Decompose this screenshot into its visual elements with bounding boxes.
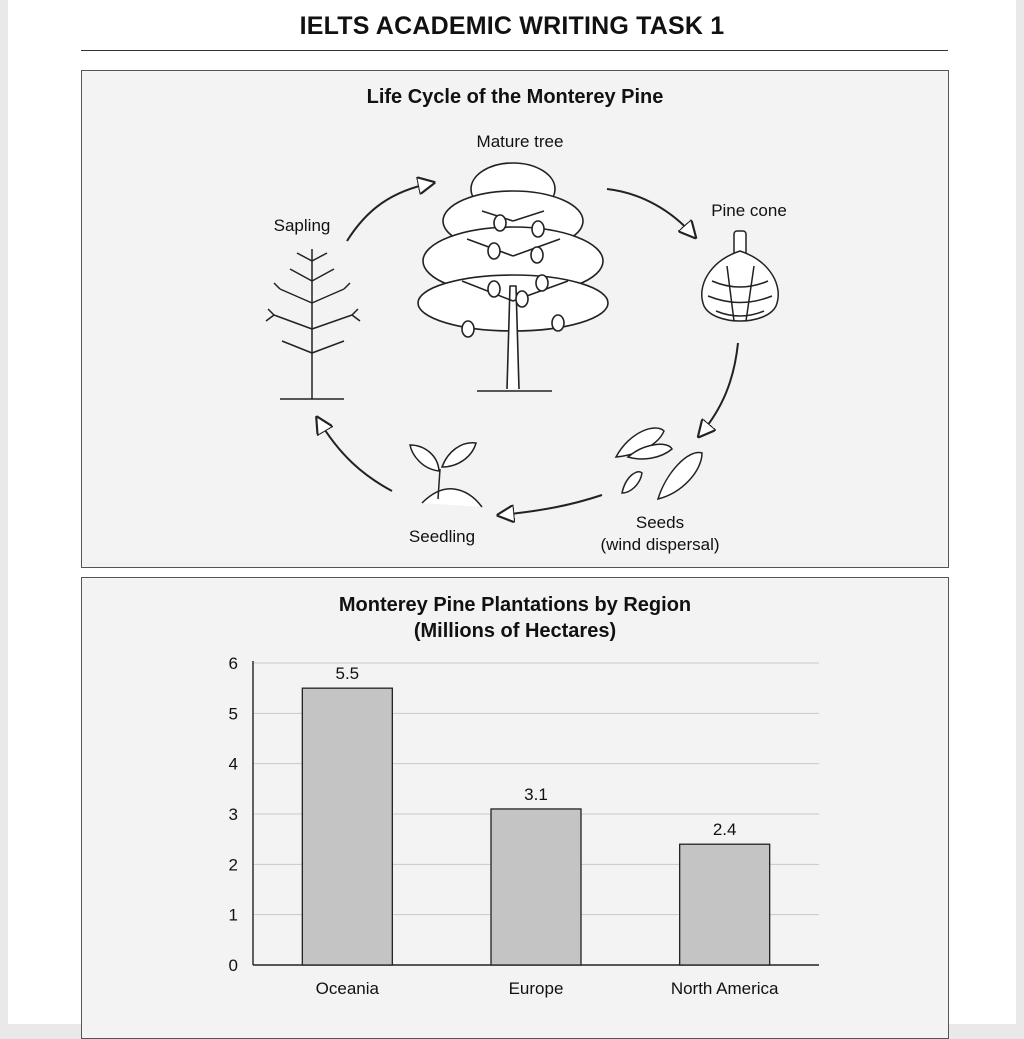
- label-pine-cone: Pine cone: [711, 201, 787, 220]
- y-tick-label: 3: [228, 805, 238, 824]
- y-tick-label: 1: [228, 905, 238, 925]
- chart-panel: [81, 577, 949, 1039]
- x-tick-label: North America: [670, 979, 779, 998]
- diagram-title: Life Cycle of the Monterey Pine: [366, 86, 664, 108]
- life-cycle-illustration: [82, 71, 948, 567]
- data-label: 2.4: [712, 820, 737, 840]
- label-seeds: Seeds: [635, 513, 685, 532]
- bar-oceania: [302, 688, 392, 965]
- chart-title-line2: (Millions of Hectares): [413, 620, 617, 642]
- mature-tree-icon: [418, 163, 608, 391]
- data-label: 5.5: [335, 664, 360, 684]
- title-divider: [81, 50, 948, 51]
- label-seeds-note: (wind dispersal): [600, 535, 720, 554]
- chart-title-line1: Monterey Pine Plantations by Region: [338, 594, 692, 616]
- data-label: 3.1: [524, 784, 548, 804]
- sapling-icon: [266, 249, 360, 399]
- life-cycle-panel: [81, 70, 949, 568]
- bar-europe: [491, 809, 581, 965]
- x-tick-label: Oceania: [315, 979, 379, 998]
- page-title: IELTS ACADEMIC WRITING TASK 1: [299, 12, 725, 40]
- label-mature-tree: Mature tree: [476, 132, 564, 151]
- bar-north-america: [680, 844, 770, 965]
- x-tick-label: Europe: [508, 979, 564, 998]
- y-tick-label: 4: [228, 754, 238, 774]
- pine-cone-icon: [702, 231, 778, 321]
- y-tick-label: 2: [228, 855, 238, 875]
- label-sapling: Sapling: [273, 216, 331, 235]
- bar-chart: [82, 578, 948, 1038]
- seeds-icon: [616, 428, 702, 499]
- y-tick-label: 5: [228, 704, 238, 724]
- y-tick-label: 0: [228, 956, 238, 975]
- label-seedling: Seedling: [408, 527, 476, 546]
- seedling-icon: [410, 443, 482, 507]
- y-tick-label: 6: [228, 654, 238, 673]
